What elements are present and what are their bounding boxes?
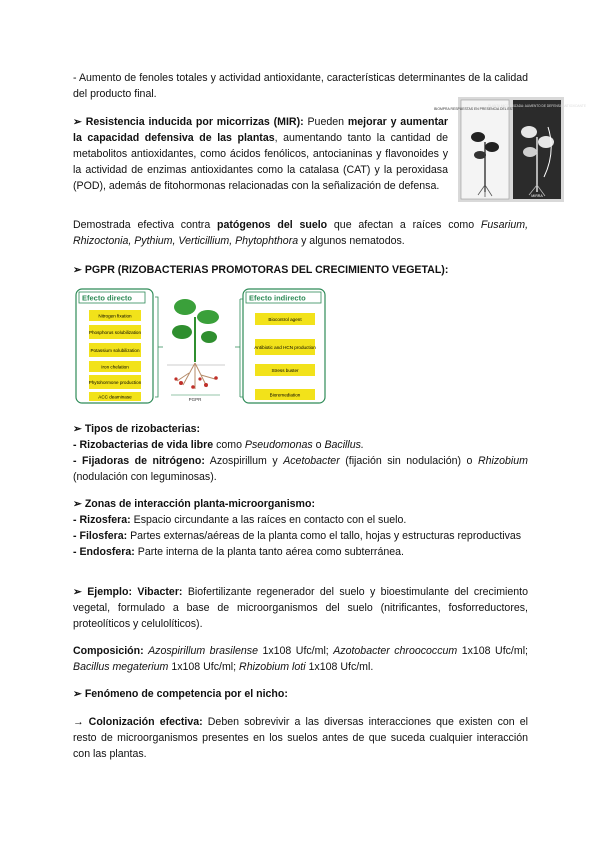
colonizacion-text: Deben sobrevivir a las diversas interacciones que existen con el resto de microorganismos presentes en los suelos antes de que suceda cualquier interacción con las plantas. xyxy=(73,716,528,761)
demo-pathogens: Fusarium, Rhizoctonia, Pythium, Verticillium, Phytophthora xyxy=(73,219,529,248)
demo-bold: patógenos del suelo xyxy=(217,219,328,231)
colonizacion-label: → Colonización efectiva: xyxy=(73,716,203,728)
pgpr-heading-text: ➢ PGPR (RIZOBACTERIAS PROMOTORAS DEL CRECIMIENTO VEGETAL): xyxy=(73,264,449,276)
mir-bold-text: mejorar y aumentar la capacidad defensiva de las plantas xyxy=(73,116,448,145)
mir-figure-drawing xyxy=(434,97,586,202)
mir-text-1: Pueden xyxy=(303,116,348,128)
tipos-section xyxy=(73,421,528,485)
zona-rizosfera-label: - Rizosfera: xyxy=(73,514,131,527)
mir-paragraph xyxy=(73,114,448,194)
zonas-heading: ➢ Zonas de interacción planta-microorganismo: xyxy=(73,498,315,510)
left-item-6: ACC deaminase xyxy=(98,394,132,400)
fig-right-title: PLANTA MICORRIZADA: AUMENTO DE DEFENSA ANTIOXIDANTE xyxy=(488,104,586,108)
ejemplo-heading: ➢ Ejemplo: Vibacter: xyxy=(73,586,183,598)
tipos-l1-italic-2: Bacillus. xyxy=(324,439,364,452)
mir-arrow: ➢ xyxy=(73,116,82,128)
mir-figure xyxy=(434,97,586,202)
left-item-1: Nitrogen fixation xyxy=(98,313,132,319)
intro-text: - Aumento de fenoles totales y actividad antioxidante, características determinantes de la calidad del producto final. xyxy=(73,72,528,101)
left-items xyxy=(89,310,142,401)
comp-organism-4: Rhizobium loti xyxy=(239,661,306,674)
tipos-l2-text: Azospirillum y xyxy=(204,455,284,468)
zonas-section xyxy=(73,496,528,560)
ejemplo-paragraph xyxy=(73,584,528,632)
nicho-heading-text: ➢ Fenómeno de competencia por el nicho: xyxy=(73,688,288,700)
right-items xyxy=(254,313,316,400)
colonizacion-paragraph xyxy=(73,714,528,762)
comp-organism-2: Azotobacter chroococcum xyxy=(333,645,458,657)
zona-endosfera-text: Parte interna de la planta tanto aérea como subterránea. xyxy=(134,546,404,559)
tipos-l2-italic-1: Acetobacter xyxy=(283,455,340,468)
tipos-l1-bold: - Rizobacterias de vida libre xyxy=(73,439,214,452)
demo-text-3: y algunos nematodos. xyxy=(298,235,405,248)
fig-label: MIRRA xyxy=(531,194,543,198)
diagram-right-title: Efecto indirecto xyxy=(249,293,306,303)
tipos-l2-italic-2: Rhizobium xyxy=(477,455,528,468)
right-item-3: Stress buster xyxy=(271,368,299,373)
tipos-l1-text: como xyxy=(213,439,245,452)
right-item-4: Bioremediation xyxy=(269,392,301,398)
fig-left-title: BIOMPRA RESPUESTAS EN PRESENCIA DEL ESTRÉS BIÓTICO xyxy=(434,107,536,111)
zona-filosfera-label: - Filosfera: xyxy=(73,530,128,543)
tipos-heading: ➢ Tipos de rizobacterias: xyxy=(73,423,201,435)
diagram-center-label: PGPR xyxy=(188,397,202,402)
zona-filosfera-text: Partes externas/aéreas de la planta como el tallo, hojas y estructuras reproductivas xyxy=(127,530,522,543)
tipos-l2-text-3: (nodulación con leguminosas). xyxy=(73,471,217,484)
left-item-4: Iron chelation xyxy=(101,364,129,370)
comp-dose-3: 1x108 Ufc/ml; xyxy=(168,661,240,674)
nicho-heading xyxy=(73,686,528,702)
tipos-l2-bold: - Fijadoras de nitrógeno: xyxy=(73,455,205,468)
tipos-l1-text-2: o xyxy=(312,439,325,452)
demo-text-2: que afectan a raíces como xyxy=(327,219,481,231)
comp-organism-3: Bacillus megaterium xyxy=(73,661,169,674)
left-item-3: Potassium solubilization xyxy=(90,348,140,353)
composicion-paragraph xyxy=(73,643,528,675)
demo-paragraph xyxy=(73,217,528,249)
comp-dose-2: 1x108 Ufc/ml; xyxy=(457,645,528,657)
pgpr-diagram-svg xyxy=(75,287,328,407)
demo-text-1: Demostrada efectiva contra xyxy=(73,219,218,231)
comp-organism-1: Azospirillum brasilense xyxy=(148,645,258,657)
left-item-2: Phosphorus solubilization xyxy=(88,330,142,335)
right-item-1: Biocontrol agent xyxy=(268,317,302,322)
zona-rizosfera-text: Espacio circundante a las raíces en contacto con el suelo. xyxy=(130,514,407,527)
ejemplo-text: Biofertilizante regenerador del suelo y bioestimulante del crecimiento vegetal, formulado a base de microorganismos del suelo (nitrificantes, fosforreductores, proteolíticos y celulolíticos). xyxy=(73,586,528,631)
comp-dose-1: 1x108 Ufc/ml; xyxy=(257,645,334,657)
pgpr-heading xyxy=(73,262,528,278)
mir-text-2: , aumentando tanto la cantidad de metabolitos antioxidantes, como ácidos fenólicos, antocianinas y flavonoides y la actividad de enzimas antioxidantes como la catalasa (CAT) y la peroxidasa (POD), además de fitohormonas relacionadas con la señalización de defensa. xyxy=(73,132,448,193)
plant-illustration xyxy=(167,299,225,402)
right-item-2: Antibiotic and HCN production xyxy=(254,345,316,350)
comp-dose-4: 1x108 Ufc/ml. xyxy=(305,661,374,674)
mir-heading: Resistencia inducida por micorrizas (MIR): xyxy=(85,116,304,128)
pgpr-diagram xyxy=(75,287,328,407)
zona-endosfera-label: - Endosfera: xyxy=(73,546,135,559)
left-item-5: Phytohormone production xyxy=(88,380,142,385)
tipos-l1-italic-1: Pseudomonas xyxy=(244,439,313,452)
tipos-l2-text-2: (fijación sin nodulación) o xyxy=(339,455,478,468)
composicion-label: Composición: xyxy=(73,645,144,657)
diagram-left-title: Efecto directo xyxy=(82,293,133,303)
